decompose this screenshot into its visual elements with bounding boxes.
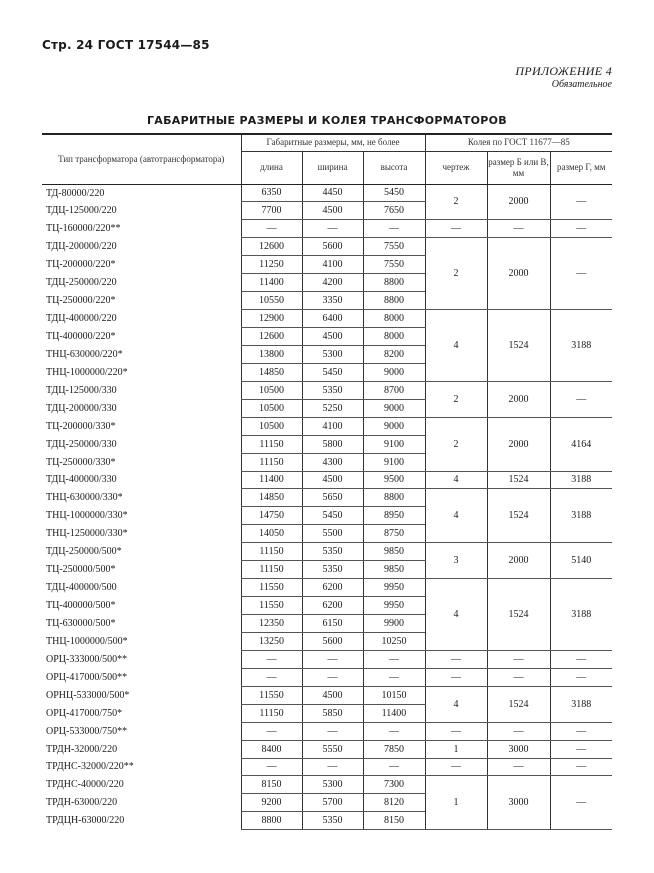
dim-height: —: [363, 722, 425, 740]
table-row: [42, 417, 612, 435]
dim-height: —: [363, 650, 425, 668]
dim-width: 5450: [302, 507, 363, 525]
gauge-size-b: —: [487, 722, 550, 740]
dim-height: 10250: [363, 632, 425, 650]
transformer-type: ТРДН-63000/220: [46, 797, 118, 809]
transformer-type: ОРНЦ-533000/500*: [46, 689, 130, 701]
dim-width: 5800: [302, 435, 363, 453]
dim-width: 4500: [302, 202, 363, 220]
dim-height: 5450: [363, 184, 425, 202]
gauge-size-b: —: [487, 758, 550, 776]
annex-title: ПРИЛОЖЕНИЕ 4: [515, 64, 612, 78]
dim-length: 8150: [241, 776, 302, 794]
dim-length: 11250: [241, 256, 302, 274]
dim-length: 11400: [241, 471, 302, 489]
dim-length: 14750: [241, 507, 302, 525]
gauge-drawing: —: [425, 220, 487, 238]
dim-height: 9850: [363, 543, 425, 561]
dim-width: 5650: [302, 489, 363, 507]
transformer-type: ТДЦ-400000/500: [46, 582, 117, 594]
dim-width: 4450: [302, 184, 363, 202]
table-row: [42, 776, 612, 794]
gauge-size-b: 2000: [487, 238, 550, 310]
dim-length: —: [241, 650, 302, 668]
gauge-size-g: —: [550, 238, 612, 310]
dim-height: 9900: [363, 615, 425, 633]
gauge-size-b: 2000: [487, 184, 550, 220]
dim-height: 8200: [363, 345, 425, 363]
dim-length: 13800: [241, 345, 302, 363]
dim-length: 11150: [241, 543, 302, 561]
transformer-type: ТДЦ-250000/500*: [46, 546, 122, 558]
gauge-drawing: 4: [425, 686, 487, 722]
dim-length: 12600: [241, 328, 302, 346]
dim-height: 7650: [363, 202, 425, 220]
gauge-size-g: 3188: [550, 489, 612, 543]
gauge-size-g: 3188: [550, 686, 612, 722]
dim-width: 5350: [302, 561, 363, 579]
col-type-header: Тип трансформатора (автотрансформатора): [42, 134, 241, 184]
dim-width: —: [302, 722, 363, 740]
dim-length: 11150: [241, 435, 302, 453]
gauge-size-g: —: [550, 722, 612, 740]
gauge-drawing: 1: [425, 740, 487, 758]
dim-height: 9950: [363, 579, 425, 597]
table-row: [42, 758, 612, 776]
dim-width: 5350: [302, 812, 363, 830]
dim-width: —: [302, 758, 363, 776]
dim-length: —: [241, 758, 302, 776]
transformer-type: ТЦ-200000/220*: [46, 259, 116, 271]
dimensions-table: [42, 133, 612, 830]
table-row: [42, 650, 612, 668]
gauge-size-g: —: [550, 220, 612, 238]
table-row: [42, 543, 612, 561]
transformer-type: ОРЦ-417000/750*: [46, 707, 123, 719]
dim-length: 6350: [241, 184, 302, 202]
dim-width: —: [302, 650, 363, 668]
transformer-type: ТРДЦН-63000/220: [46, 815, 125, 827]
group-dims-header: Габаритные размеры, мм, не более: [241, 134, 425, 151]
transformer-type: ОРЦ-417000/500**: [46, 671, 128, 683]
gauge-size-g: 5140: [550, 543, 612, 579]
annex-label: [515, 64, 612, 92]
dim-length: 11150: [241, 453, 302, 471]
transformer-type: ТДЦ-200000/220: [46, 241, 117, 253]
transformer-type: ТЦ-400000/500*: [46, 600, 116, 612]
gauge-size-g: 3188: [550, 310, 612, 382]
dim-width: 5850: [302, 704, 363, 722]
table-row: [42, 668, 612, 686]
page-header: Стр. 24 ГОСТ 17544—85: [42, 38, 210, 52]
transformer-type: ТДЦ-125000/220: [46, 205, 117, 217]
gauge-size-g: —: [550, 381, 612, 417]
dim-height: 9100: [363, 435, 425, 453]
gauge-size-b: 2000: [487, 543, 550, 579]
dim-length: 12350: [241, 615, 302, 633]
dim-width: 5450: [302, 363, 363, 381]
transformer-type: ТЦ-400000/220*: [46, 330, 116, 342]
gauge-drawing: 1: [425, 776, 487, 830]
dim-length: 10500: [241, 381, 302, 399]
dim-height: 8000: [363, 310, 425, 328]
dim-width: 6200: [302, 579, 363, 597]
gauge-drawing: 2: [425, 381, 487, 417]
table-row: [42, 579, 612, 597]
transformer-type: ТДЦ-125000/330: [46, 384, 117, 396]
dim-width: —: [302, 220, 363, 238]
dim-width: 4200: [302, 274, 363, 292]
gauge-drawing: 4: [425, 471, 487, 489]
gauge-drawing: —: [425, 668, 487, 686]
transformer-type: ТНЦ-1000000/500*: [46, 635, 128, 647]
col-size-g-header: размер Г, мм: [550, 151, 612, 184]
col-drawing-header: чертеж: [425, 151, 487, 184]
dim-length: 11550: [241, 579, 302, 597]
gauge-drawing: 2: [425, 184, 487, 220]
col-size-b-header: размер Б или В, мм: [487, 151, 550, 184]
transformer-type: ТНЦ-1000000/330*: [46, 510, 128, 522]
dim-width: 6150: [302, 615, 363, 633]
dim-width: 4100: [302, 417, 363, 435]
dim-height: 8000: [363, 328, 425, 346]
dim-width: 4500: [302, 328, 363, 346]
dim-width: 4300: [302, 453, 363, 471]
transformer-type: ТЦ-200000/330*: [46, 420, 116, 432]
gauge-size-b: 1524: [487, 579, 550, 651]
col-width-header: ширина: [302, 151, 363, 184]
dim-height: 8800: [363, 274, 425, 292]
dim-length: 9200: [241, 794, 302, 812]
gauge-size-b: —: [487, 668, 550, 686]
dim-height: 9000: [363, 417, 425, 435]
table-row: [42, 220, 612, 238]
dim-height: 8800: [363, 292, 425, 310]
gauge-size-g: —: [550, 668, 612, 686]
dim-length: —: [241, 722, 302, 740]
transformer-type: ОРЦ-533000/750**: [46, 725, 128, 737]
transformer-type: ТДЦ-250000/330: [46, 438, 117, 450]
dim-length: 10550: [241, 292, 302, 310]
gauge-size-b: 3000: [487, 740, 550, 758]
dim-length: 7700: [241, 202, 302, 220]
dim-width: 5600: [302, 632, 363, 650]
dim-length: 10500: [241, 399, 302, 417]
dim-height: 8120: [363, 794, 425, 812]
gauge-drawing: 4: [425, 579, 487, 651]
gauge-size-g: —: [550, 776, 612, 830]
table-row: [42, 471, 612, 489]
dim-height: 8950: [363, 507, 425, 525]
dim-width: —: [302, 668, 363, 686]
gauge-size-b: 2000: [487, 417, 550, 471]
table-row: [42, 381, 612, 399]
gauge-size-b: 1524: [487, 310, 550, 382]
group-gauge-header: Колея по ГОСТ 11677—85: [425, 134, 612, 151]
dim-height: 9850: [363, 561, 425, 579]
dim-length: 13250: [241, 632, 302, 650]
dim-width: 6400: [302, 310, 363, 328]
gauge-size-g: —: [550, 740, 612, 758]
dim-height: —: [363, 668, 425, 686]
dim-height: 9100: [363, 453, 425, 471]
dim-length: 8400: [241, 740, 302, 758]
table-body: [42, 184, 612, 830]
gauge-drawing: 4: [425, 310, 487, 382]
gauge-size-b: 1524: [487, 471, 550, 489]
dim-width: 4100: [302, 256, 363, 274]
table-row: [42, 489, 612, 507]
dim-length: 11150: [241, 561, 302, 579]
transformer-type: ТЦ-250000/500*: [46, 564, 116, 576]
dim-length: 11550: [241, 686, 302, 704]
dim-height: 8750: [363, 525, 425, 543]
gauge-size-g: 3188: [550, 471, 612, 489]
dim-height: 7550: [363, 256, 425, 274]
gauge-size-b: —: [487, 220, 550, 238]
dim-width: 5300: [302, 345, 363, 363]
gauge-size-b: 3000: [487, 776, 550, 830]
dim-length: 14050: [241, 525, 302, 543]
dim-length: 8800: [241, 812, 302, 830]
dim-length: 14850: [241, 363, 302, 381]
dim-height: —: [363, 758, 425, 776]
dim-width: 5350: [302, 381, 363, 399]
dim-height: 8700: [363, 381, 425, 399]
dim-length: —: [241, 668, 302, 686]
transformer-type: ТДЦ-200000/330: [46, 402, 117, 414]
dim-length: —: [241, 220, 302, 238]
dim-length: 14850: [241, 489, 302, 507]
dim-width: 5500: [302, 525, 363, 543]
transformer-type: ТЦ-160000/220**: [46, 223, 121, 235]
gauge-size-g: —: [550, 184, 612, 220]
annex-note: Обязательное: [551, 79, 612, 90]
gauge-size-b: 1524: [487, 686, 550, 722]
transformer-type: ТД-80000/220: [46, 187, 105, 199]
dim-width: 5250: [302, 399, 363, 417]
dim-height: 8150: [363, 812, 425, 830]
dim-width: 3350: [302, 292, 363, 310]
table-row: [42, 238, 612, 256]
dim-height: —: [363, 220, 425, 238]
dim-height: 9000: [363, 399, 425, 417]
table-row: [42, 722, 612, 740]
dim-height: 11400: [363, 704, 425, 722]
dim-height: 8800: [363, 489, 425, 507]
gauge-size-b: 2000: [487, 381, 550, 417]
transformer-type: ТЦ-250000/220*: [46, 295, 116, 307]
table-row: [42, 740, 612, 758]
transformer-type: ТДЦ-400000/330: [46, 474, 117, 486]
dim-length: 11150: [241, 704, 302, 722]
dim-width: 4500: [302, 686, 363, 704]
dim-width: 5350: [302, 543, 363, 561]
transformer-type: ТРДН-32000/220: [46, 743, 118, 755]
gauge-drawing: 2: [425, 238, 487, 310]
transformer-type: ОРЦ-333000/500**: [46, 653, 128, 665]
transformer-type: ТНЦ-1250000/330*: [46, 528, 128, 540]
dim-width: 5300: [302, 776, 363, 794]
gauge-size-b: —: [487, 650, 550, 668]
transformer-type: ТРДНС-40000/220: [46, 779, 124, 791]
dim-width: 4500: [302, 471, 363, 489]
dim-height: 10150: [363, 686, 425, 704]
dim-height: 7850: [363, 740, 425, 758]
dim-width: 6200: [302, 597, 363, 615]
dim-height: 9000: [363, 363, 425, 381]
gauge-drawing: 3: [425, 543, 487, 579]
gauge-drawing: —: [425, 722, 487, 740]
transformer-type: ТДЦ-250000/220: [46, 277, 117, 289]
col-height-header: высота: [363, 151, 425, 184]
gauge-size-g: —: [550, 650, 612, 668]
dim-height: 7550: [363, 238, 425, 256]
gauge-size-g: —: [550, 758, 612, 776]
table-row: [42, 184, 612, 202]
dim-length: 11550: [241, 597, 302, 615]
dim-width: 5600: [302, 238, 363, 256]
dim-length: 11400: [241, 274, 302, 292]
gauge-drawing: —: [425, 758, 487, 776]
col-length-header: длина: [241, 151, 302, 184]
transformer-type: ТЦ-630000/500*: [46, 617, 116, 629]
dim-length: 12900: [241, 310, 302, 328]
gauge-size-g: 3188: [550, 579, 612, 651]
document-title: ГАБАРИТНЫЕ РАЗМЕРЫ И КОЛЕЯ ТРАНСФОРМАТОРОВ: [147, 114, 507, 127]
gauge-size-g: 4164: [550, 417, 612, 471]
dim-width: 5700: [302, 794, 363, 812]
transformer-type: ТНЦ-630000/330*: [46, 492, 123, 504]
dim-height: 9950: [363, 597, 425, 615]
gauge-drawing: —: [425, 650, 487, 668]
transformer-type: ТРДНС-32000/220**: [46, 761, 134, 773]
gauge-size-b: 1524: [487, 489, 550, 543]
transformer-type: ТДЦ-400000/220: [46, 313, 117, 325]
table-row: [42, 310, 612, 328]
gauge-drawing: 2: [425, 417, 487, 471]
dim-length: 12600: [241, 238, 302, 256]
table-row: [42, 686, 612, 704]
transformer-type: ТНЦ-1000000/220*: [46, 366, 128, 378]
dim-height: 7300: [363, 776, 425, 794]
transformer-type: ТНЦ-630000/220*: [46, 348, 123, 360]
transformer-type: ТЦ-250000/330*: [46, 456, 116, 468]
dim-length: 10500: [241, 417, 302, 435]
dim-width: 5550: [302, 740, 363, 758]
gauge-drawing: 4: [425, 489, 487, 543]
dim-height: 9500: [363, 471, 425, 489]
